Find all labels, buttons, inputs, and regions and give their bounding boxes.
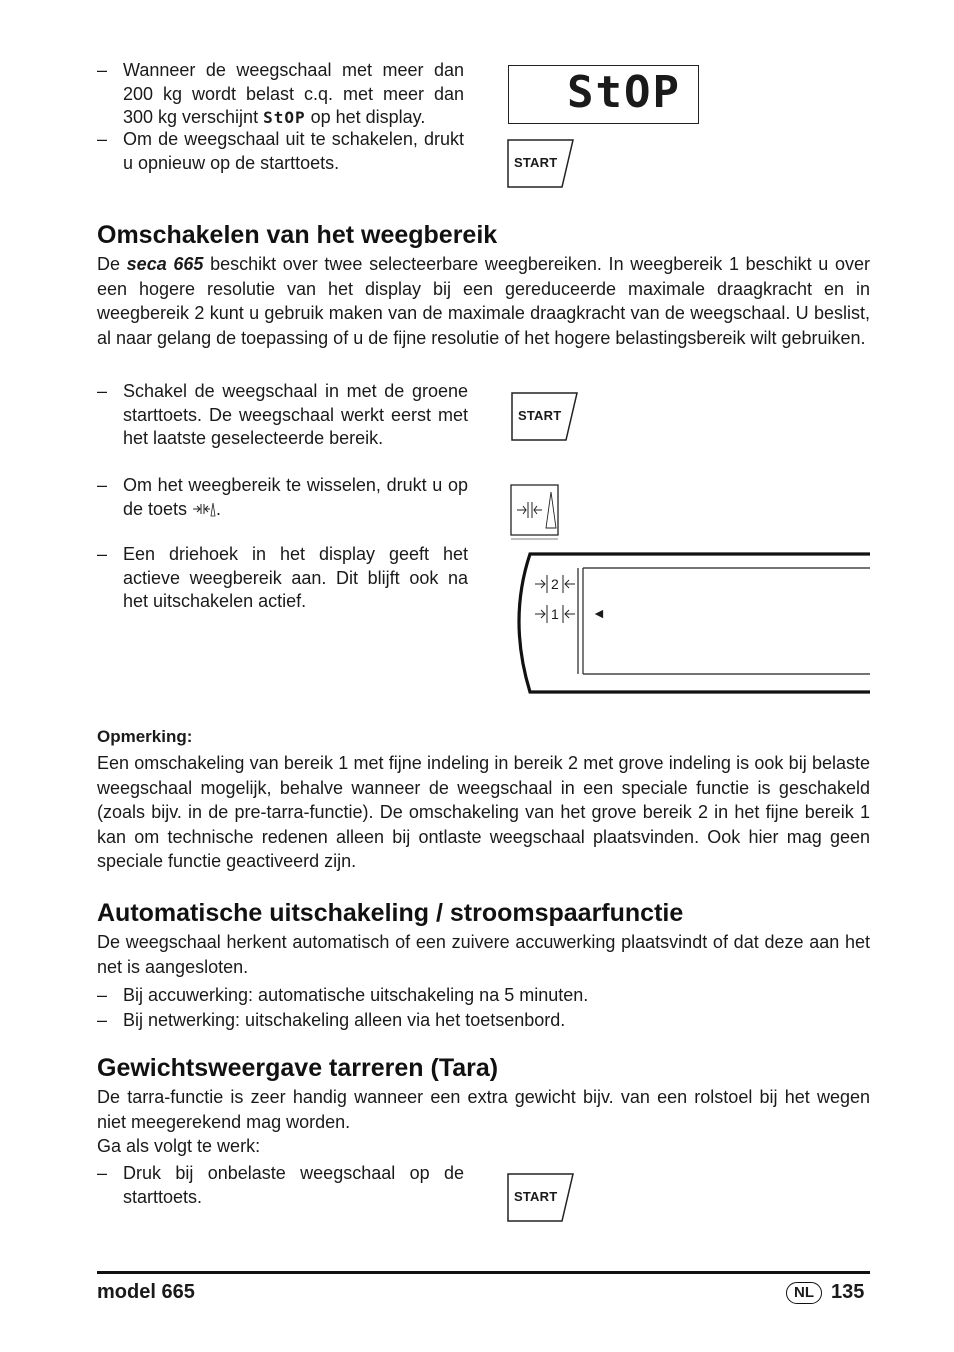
display-frame bbox=[505, 550, 870, 696]
start-button-2[interactable] bbox=[511, 392, 579, 442]
bullet-text: Wanneer de weegschaal met meer dan 200 kg wordt belast c.q. met meer dan 300 kg verschijnt bbox=[123, 60, 464, 127]
bullet-text: Druk bij onbelaste weegschaal op de starttoets. bbox=[123, 1163, 464, 1207]
bullet-toggle-range bbox=[97, 474, 468, 522]
bullet-overload bbox=[97, 59, 464, 131]
stop-code-inline: StOP bbox=[263, 108, 306, 127]
bullet-text: Een driehoek in het display geeft het actieve weegbereik aan. Dit blijft ook na het uitschakelen actief. bbox=[123, 544, 468, 611]
range-label-2: 2 bbox=[551, 576, 559, 592]
section-intro-tare: De tarra-functie is zeer handig wanneer een extra gewicht bijv. van een rolstoel bij het wegen niet meegerekend mag worden. bbox=[97, 1087, 870, 1132]
language-badge bbox=[786, 1282, 822, 1304]
start-label: START bbox=[514, 1189, 558, 1204]
bullet-triangle bbox=[97, 543, 468, 615]
range-toggle-button[interactable] bbox=[510, 484, 560, 540]
intro-text: beschikt over twee selecteerbare weegbereiken. In weegbereik 1 beschikt u over een hogere resolutie van het display bij een gereduceerde maximale draagkracht en in weegbereik 2 kunt u gebruik maken van de maximale draagkracht van de weegschaal. U beslist, al naar gelang de toepassing of u de fijne resolutie of het hogere belastingsbereik wilt gebruiken. bbox=[97, 254, 870, 348]
bullet-text: Schakel de weegschaal in met de groene starttoets. De weegschaal werkt eerst met het laatste geselecteerde bereik. bbox=[123, 381, 468, 448]
bullet-dash: – bbox=[97, 381, 108, 401]
note-text: Een omschakeling van bereik 1 met fijne indeling in bereik 2 met grove indeling is ook bij belaste weegschaal mogelijk, behalve wanneer de weegschaal in een speciale functie is geschakeld (zoals bijv. in de pre-tarra-functie). De omschakeling van het grove bereik 2 in het fijne bereik 1 kan om technische redenen alleen bij ontlaste weegschaal plaatsvinden. Ook hier mag geen speciale functie geactiveerd zijn. bbox=[97, 753, 870, 872]
range-key-icon bbox=[192, 500, 216, 518]
range-toggle-icon bbox=[510, 484, 560, 540]
section-intro-tare-2: Ga als volgt te werk: bbox=[97, 1136, 261, 1156]
bullet-text: Bij netwerking: uitschakeling alleen via het toetsenbord. bbox=[123, 1010, 566, 1030]
start-button-3[interactable] bbox=[507, 1173, 575, 1223]
bullet-switch-off bbox=[97, 128, 464, 176]
stop-display bbox=[508, 65, 699, 124]
section-title-autooff: Automatische uitschakeling / stroomspaarfunctie bbox=[97, 899, 684, 927]
range-label-1: 1 bbox=[551, 606, 559, 622]
language-code: NL bbox=[794, 1284, 814, 1301]
start-button[interactable] bbox=[507, 139, 575, 189]
bullet-dash: – bbox=[97, 1010, 108, 1030]
active-range-indicator: ◄ bbox=[592, 605, 606, 621]
section-intro-autooff: De weegschaal herkent automatisch of een zuivere accuwerking plaatsvindt of dat deze aan het net is aangesloten. bbox=[97, 932, 870, 977]
range-display-panel bbox=[505, 550, 870, 696]
bullet-text: Om de weegschaal uit te schakelen, drukt u opnieuw op de starttoets. bbox=[123, 129, 464, 173]
section-title-tare: Gewichtsweergave tarreren (Tara) bbox=[97, 1054, 499, 1082]
bullet-dash: – bbox=[97, 129, 108, 149]
page-number: 135 bbox=[831, 1281, 865, 1303]
bullet-text-after: . bbox=[216, 498, 222, 519]
bullet-text: Om het weegbereik te wisselen, drukt u op de toets bbox=[123, 475, 468, 519]
footer-model: model 665 bbox=[97, 1281, 195, 1303]
intro-prefix: De bbox=[97, 254, 127, 274]
section-title-range: Omschakelen van het weegbereik bbox=[97, 221, 498, 249]
display-text: StOP bbox=[567, 67, 681, 118]
bullet-tare-start bbox=[97, 1162, 464, 1210]
bullet-dash: – bbox=[97, 60, 108, 80]
bullet-dash: – bbox=[97, 544, 108, 564]
section-intro-range bbox=[97, 252, 870, 350]
bullet-start bbox=[97, 380, 468, 476]
bullet-text-after: op het display. bbox=[305, 107, 426, 127]
bullet-mains bbox=[97, 1009, 870, 1033]
note-label: Opmerking: bbox=[97, 727, 193, 746]
bullet-dash: – bbox=[97, 475, 108, 495]
start-label: START bbox=[518, 408, 562, 423]
start-label: START bbox=[514, 155, 558, 170]
bullet-dash: – bbox=[97, 985, 108, 1005]
bullet-dash: – bbox=[97, 1163, 108, 1183]
footer-rule bbox=[97, 1271, 870, 1274]
model-name: seca 665 bbox=[126, 254, 204, 274]
bullet-text: Bij accuwerking: automatische uitschakeling na 5 minuten. bbox=[123, 985, 589, 1005]
bullet-battery bbox=[97, 984, 870, 1008]
